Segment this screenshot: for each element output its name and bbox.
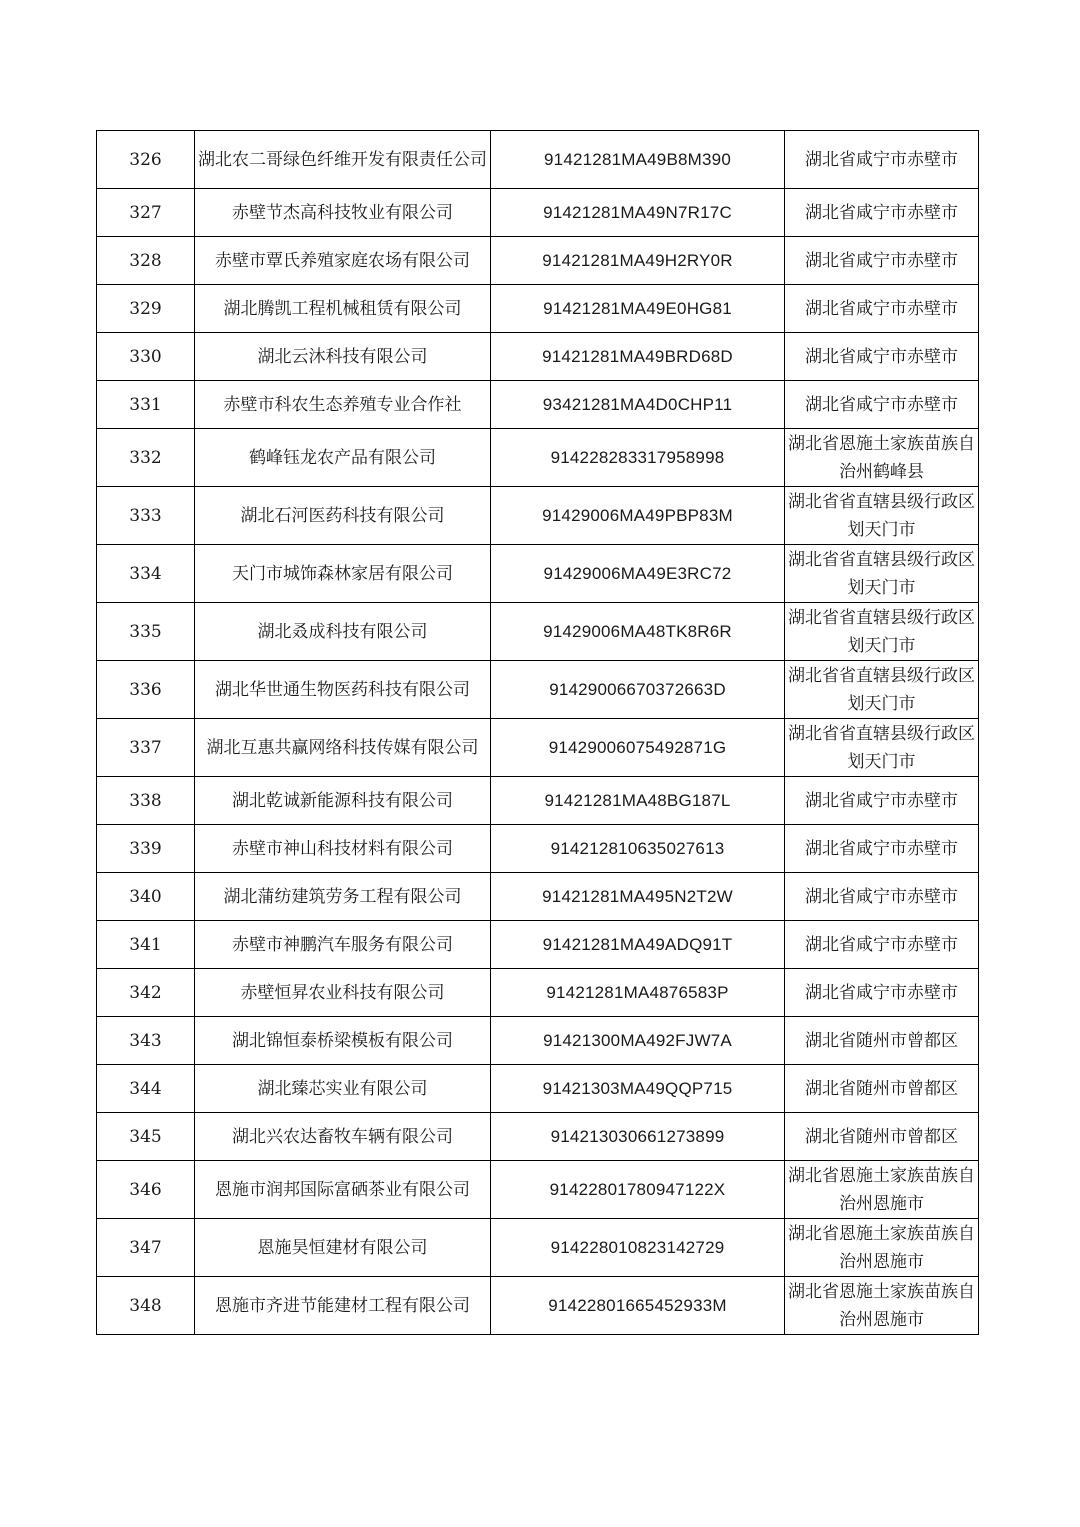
credit-code-cell: 91421303MA49QQP715: [491, 1065, 785, 1113]
row-number-cell: 340: [97, 873, 195, 921]
credit-code-cell: 914213030661273899: [491, 1113, 785, 1161]
credit-code-cell: 91429006MA49E3RC72: [491, 545, 785, 603]
table-row: [97, 1219, 979, 1277]
company-name-cell: 天门市城饰森林家居有限公司: [195, 545, 491, 603]
credit-code-cell: 91429006MA48TK8R6R: [491, 603, 785, 661]
region-cell: 湖北省咸宁市赤壁市: [785, 969, 979, 1017]
table-row: [97, 777, 979, 825]
company-name-cell: 湖北互惠共赢网络科技传媒有限公司: [195, 719, 491, 777]
row-number-cell: 333: [97, 487, 195, 545]
credit-code-cell: 91421281MA49B8M390: [491, 131, 785, 189]
table-row: [97, 825, 979, 873]
credit-code-cell: 91421300MA492FJW7A: [491, 1017, 785, 1065]
table-row: [97, 333, 979, 381]
company-name-cell: 湖北腾凯工程机械租赁有限公司: [195, 285, 491, 333]
table-row: [97, 661, 979, 719]
region-cell: 湖北省咸宁市赤壁市: [785, 189, 979, 237]
region-cell: 湖北省咸宁市赤壁市: [785, 333, 979, 381]
company-name-cell: 赤壁恒昇农业科技有限公司: [195, 969, 491, 1017]
company-name-cell: 湖北云沐科技有限公司: [195, 333, 491, 381]
row-number-cell: 336: [97, 661, 195, 719]
company-name-cell: 湖北锦恒泰桥梁模板有限公司: [195, 1017, 491, 1065]
credit-code-cell: 914228010823142729: [491, 1219, 785, 1277]
table-row: [97, 1065, 979, 1113]
company-name-cell: 赤壁市神鹏汽车服务有限公司: [195, 921, 491, 969]
region-cell: 湖北省咸宁市赤壁市: [785, 825, 979, 873]
company-name-cell: 湖北乾诚新能源科技有限公司: [195, 777, 491, 825]
credit-code-cell: 91421281MA495N2T2W: [491, 873, 785, 921]
table-row: [97, 429, 979, 487]
company-name-cell: 湖北臻芯实业有限公司: [195, 1065, 491, 1113]
company-name-cell: 湖北蒲纺建筑劳务工程有限公司: [195, 873, 491, 921]
credit-code-cell: 91429006670372663D: [491, 661, 785, 719]
region-cell: 湖北省咸宁市赤壁市: [785, 237, 979, 285]
row-number-cell: 328: [97, 237, 195, 285]
company-name-cell: 湖北华世通生物医药科技有限公司: [195, 661, 491, 719]
table-row: [97, 189, 979, 237]
region-cell: 湖北省随州市曾都区: [785, 1065, 979, 1113]
table-row: [97, 921, 979, 969]
table-row: [97, 545, 979, 603]
row-number-cell: 344: [97, 1065, 195, 1113]
table-row: [97, 873, 979, 921]
region-cell: 湖北省省直辖县级行政区划天门市: [785, 719, 979, 777]
row-number-cell: 337: [97, 719, 195, 777]
credit-code-cell: 91421281MA49BRD68D: [491, 333, 785, 381]
credit-code-cell: 91429006MA49PBP83M: [491, 487, 785, 545]
credit-code-cell: 914212810635027613: [491, 825, 785, 873]
row-number-cell: 341: [97, 921, 195, 969]
company-name-cell: 赤壁市覃氏养殖家庭农场有限公司: [195, 237, 491, 285]
region-cell: 湖北省咸宁市赤壁市: [785, 381, 979, 429]
table-row: [97, 1277, 979, 1335]
credit-code-cell: 91421281MA49N7R17C: [491, 189, 785, 237]
row-number-cell: 329: [97, 285, 195, 333]
region-cell: 湖北省恩施土家族苗族自治州恩施市: [785, 1277, 979, 1335]
table-row: [97, 719, 979, 777]
row-number-cell: 334: [97, 545, 195, 603]
table-row: [97, 603, 979, 661]
region-cell: 湖北省恩施土家族苗族自治州恩施市: [785, 1161, 979, 1219]
row-number-cell: 343: [97, 1017, 195, 1065]
region-cell: 湖北省恩施土家族苗族自治州恩施市: [785, 1219, 979, 1277]
row-number-cell: 332: [97, 429, 195, 487]
credit-code-cell: 91422801780947122X: [491, 1161, 785, 1219]
table-row: [97, 969, 979, 1017]
credit-code-cell: 91422801665452933M: [491, 1277, 785, 1335]
region-cell: 湖北省省直辖县级行政区划天门市: [785, 545, 979, 603]
credit-code-cell: 91429006075492871G: [491, 719, 785, 777]
region-cell: 湖北省咸宁市赤壁市: [785, 873, 979, 921]
region-cell: 湖北省省直辖县级行政区划天门市: [785, 603, 979, 661]
region-cell: 湖北省咸宁市赤壁市: [785, 921, 979, 969]
region-cell: 湖北省咸宁市赤壁市: [785, 777, 979, 825]
table-row: [97, 487, 979, 545]
row-number-cell: 335: [97, 603, 195, 661]
company-name-cell: 恩施市齐进节能建材工程有限公司: [195, 1277, 491, 1335]
row-number-cell: 327: [97, 189, 195, 237]
company-name-cell: 恩施昊恒建材有限公司: [195, 1219, 491, 1277]
row-number-cell: 331: [97, 381, 195, 429]
row-number-cell: 339: [97, 825, 195, 873]
credit-code-cell: 91421281MA49ADQ91T: [491, 921, 785, 969]
table-row: [97, 1161, 979, 1219]
registry-table-body: [97, 131, 979, 1335]
credit-code-cell: 91421281MA49E0HG81: [491, 285, 785, 333]
company-name-cell: 鹤峰钰龙农产品有限公司: [195, 429, 491, 487]
table-row: [97, 237, 979, 285]
table-row: [97, 381, 979, 429]
row-number-cell: 346: [97, 1161, 195, 1219]
company-name-cell: 恩施市润邦国际富硒茶业有限公司: [195, 1161, 491, 1219]
table-row: [97, 1113, 979, 1161]
table-row: [97, 1017, 979, 1065]
row-number-cell: 348: [97, 1277, 195, 1335]
row-number-cell: 342: [97, 969, 195, 1017]
region-cell: 湖北省恩施土家族苗族自治州鹤峰县: [785, 429, 979, 487]
row-number-cell: 345: [97, 1113, 195, 1161]
region-cell: 湖北省省直辖县级行政区划天门市: [785, 487, 979, 545]
row-number-cell: 326: [97, 131, 195, 189]
region-cell: 湖北省咸宁市赤壁市: [785, 285, 979, 333]
credit-code-cell: 91421281MA48BG187L: [491, 777, 785, 825]
credit-code-cell: 91421281MA49H2RY0R: [491, 237, 785, 285]
company-name-cell: 赤壁节杰高科技牧业有限公司: [195, 189, 491, 237]
company-name-cell: 湖北农二哥绿色纤维开发有限责任公司: [195, 131, 491, 189]
company-name-cell: 赤壁市神山科技材料有限公司: [195, 825, 491, 873]
credit-code-cell: 91421281MA4876583P: [491, 969, 785, 1017]
credit-code-cell: 93421281MA4D0CHP11: [491, 381, 785, 429]
region-cell: 湖北省随州市曾都区: [785, 1017, 979, 1065]
row-number-cell: 338: [97, 777, 195, 825]
company-name-cell: 湖北兴农达畜牧车辆有限公司: [195, 1113, 491, 1161]
credit-code-cell: 914228283317958998: [491, 429, 785, 487]
region-cell: 湖北省省直辖县级行政区划天门市: [785, 661, 979, 719]
company-name-cell: 赤壁市科农生态养殖专业合作社: [195, 381, 491, 429]
row-number-cell: 347: [97, 1219, 195, 1277]
row-number-cell: 330: [97, 333, 195, 381]
company-name-cell: 湖北叒成科技有限公司: [195, 603, 491, 661]
company-name-cell: 湖北石河医药科技有限公司: [195, 487, 491, 545]
company-registry-table: [96, 130, 979, 1335]
region-cell: 湖北省随州市曾都区: [785, 1113, 979, 1161]
table-row: [97, 131, 979, 189]
region-cell: 湖北省咸宁市赤壁市: [785, 131, 979, 189]
table-row: [97, 285, 979, 333]
